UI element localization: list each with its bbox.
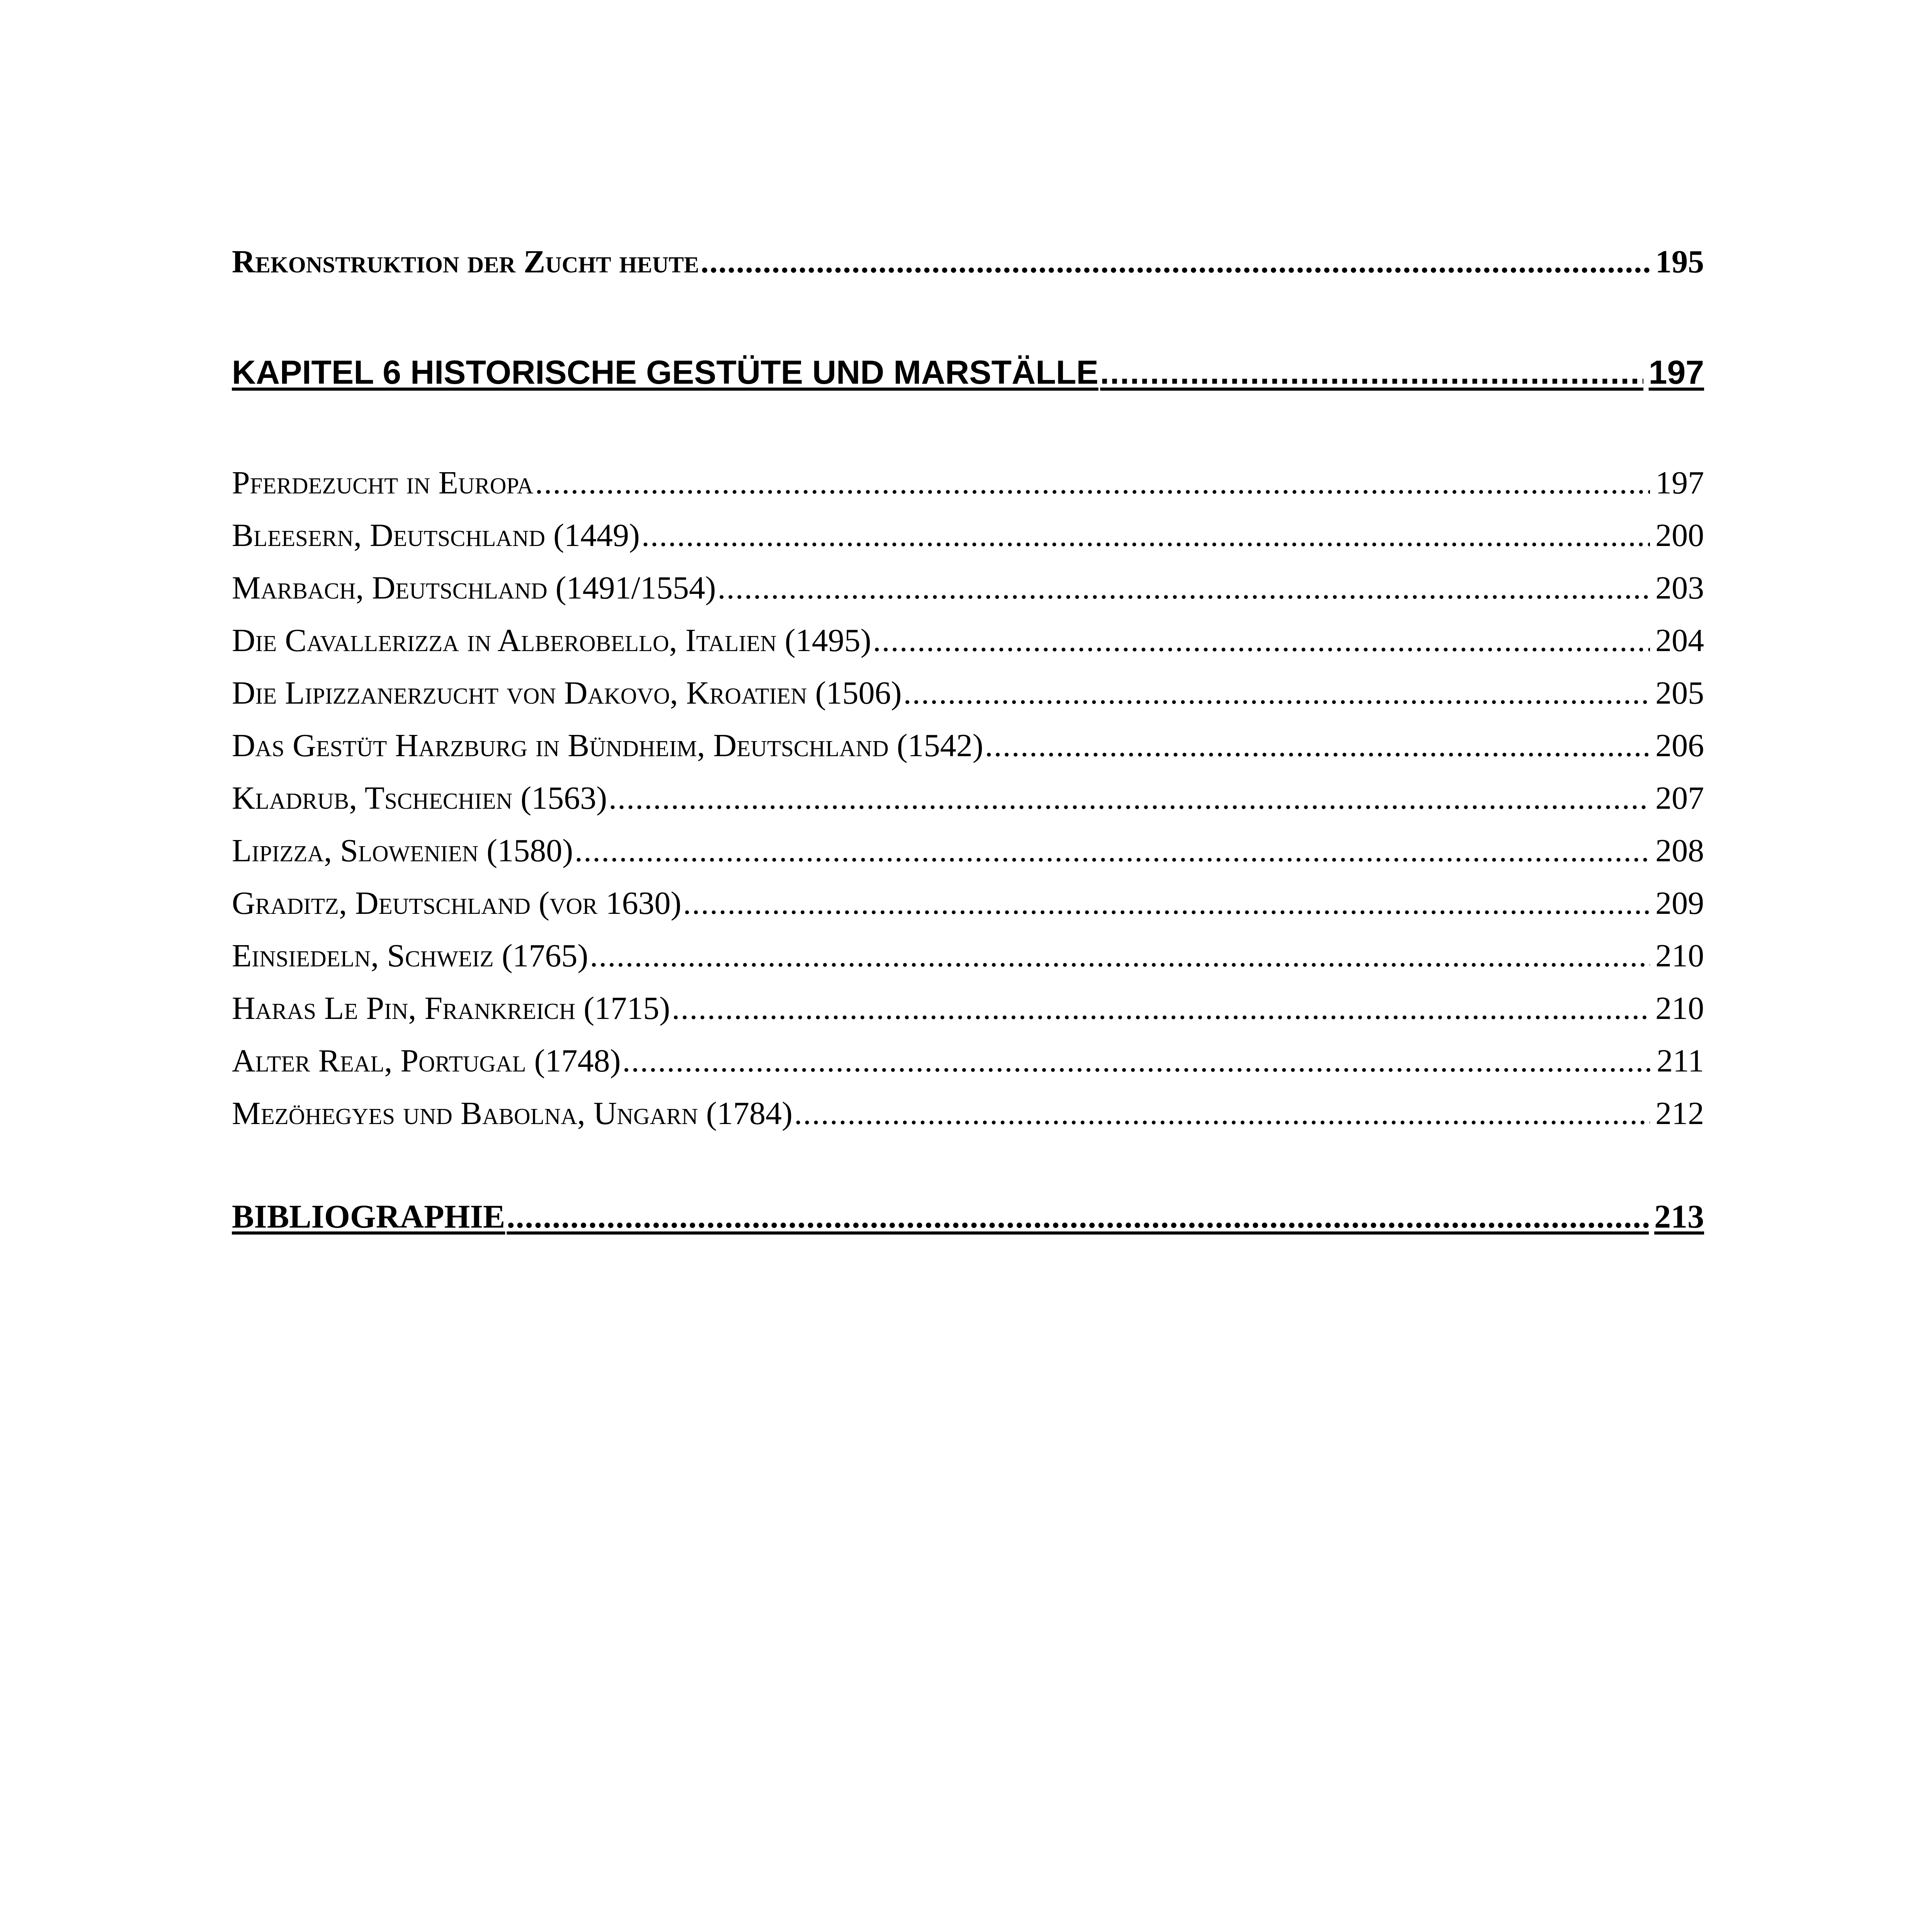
toc-entry[interactable] [232,982,1704,1035]
dot-leader [575,825,1650,877]
dot-leader [794,1087,1650,1140]
toc-entry-label: Die Lipizzanerzucht von Dakovo, Kroatien (1506) [232,675,902,711]
toc-entry-page: 210 [1655,938,1704,974]
toc-entry[interactable] [232,719,1704,772]
toc-chapter-6[interactable] [232,346,1704,399]
dot-leader [985,719,1650,772]
dot-leader [873,614,1650,667]
toc-entry[interactable] [232,562,1704,614]
toc-entry-label: Kladrub, Tschechien (1563) [232,780,607,816]
toc-entry-page: 211 [1657,1043,1704,1079]
toc-entry-page: 208 [1655,833,1704,869]
toc-bibliography-label: BIBLIOGRAPHIE [232,1198,505,1235]
dot-leader [507,1190,1649,1243]
toc-chapter-label: KAPITEL 6 HISTORISCHE GESTÜTE UND MARSTÄLLE [232,354,1099,391]
dot-leader [903,667,1650,719]
dot-leader [683,877,1650,930]
toc-entry-label: Pferdezucht in Europa [232,465,534,501]
toc-entry-label: Haras Le Pin, Frankreich (1715) [232,990,670,1026]
toc-entry-label: Graditz, Deutschland (vor 1630) [232,885,682,921]
toc-entry-page: 197 [1655,465,1704,501]
toc-entry-label: Lipizza, Slowenien (1580) [232,833,573,869]
toc-entry[interactable] [232,667,1704,719]
toc-entry-label: Das Gestüt Harzburg in Bündheim, Deutschland (1542) [232,728,983,764]
toc-entry-label: Alter Real, Portugal (1748) [232,1043,621,1079]
toc-entry[interactable] [232,772,1704,825]
toc-entry-label: Bleesern, Deutschland (1449) [232,517,640,553]
toc-entry[interactable] [232,877,1704,930]
toc-entry[interactable] [232,1035,1704,1087]
toc-entry-label: Marbach, Deutschland (1491/1554) [232,570,716,606]
dot-leader [590,930,1650,982]
toc-entry[interactable] [232,509,1704,562]
toc-entry-page: 209 [1655,885,1704,921]
toc-entry-page: 210 [1655,990,1704,1026]
toc-entry[interactable] [232,825,1704,877]
toc-entry-page: 195 [1655,244,1704,280]
dot-leader [622,1035,1651,1087]
toc-entry[interactable] [232,1087,1704,1140]
table-of-contents [232,232,1704,1243]
toc-entry-top[interactable] [232,236,1704,288]
toc-entry-label: Einsiedeln, Schweiz (1765) [232,938,589,974]
toc-entry-page: 212 [1655,1095,1704,1131]
toc-entry[interactable] [232,457,1704,509]
toc-chapter-page: 197 [1648,354,1704,391]
dot-leader [701,236,1650,288]
toc-entry[interactable] [232,930,1704,982]
toc-entry-page: 204 [1655,622,1704,658]
toc-entry-list [232,457,1704,1140]
toc-entry-label: Die Cavallerizza in Alberobello, Italien (1495) [232,622,871,658]
toc-entry[interactable] [232,614,1704,667]
toc-bibliography-page: 213 [1654,1198,1704,1235]
dot-leader [718,562,1650,614]
toc-bibliography[interactable] [232,1190,1704,1243]
dot-leader [535,457,1650,509]
toc-entry-page: 206 [1655,728,1704,764]
dot-leader [609,772,1650,825]
toc-entry-page: 207 [1655,780,1704,816]
toc-entry-page: 205 [1655,675,1704,711]
dot-leader [672,982,1650,1035]
toc-entry-page: 203 [1655,570,1704,606]
dot-leader [1100,346,1643,399]
toc-entry-label: Mezöhegyes und Babolna, Ungarn (1784) [232,1095,793,1131]
toc-entry-page: 200 [1655,517,1704,553]
dot-leader [641,509,1650,562]
toc-entry-label: Rekonstruktion der Zucht heute [232,244,699,280]
